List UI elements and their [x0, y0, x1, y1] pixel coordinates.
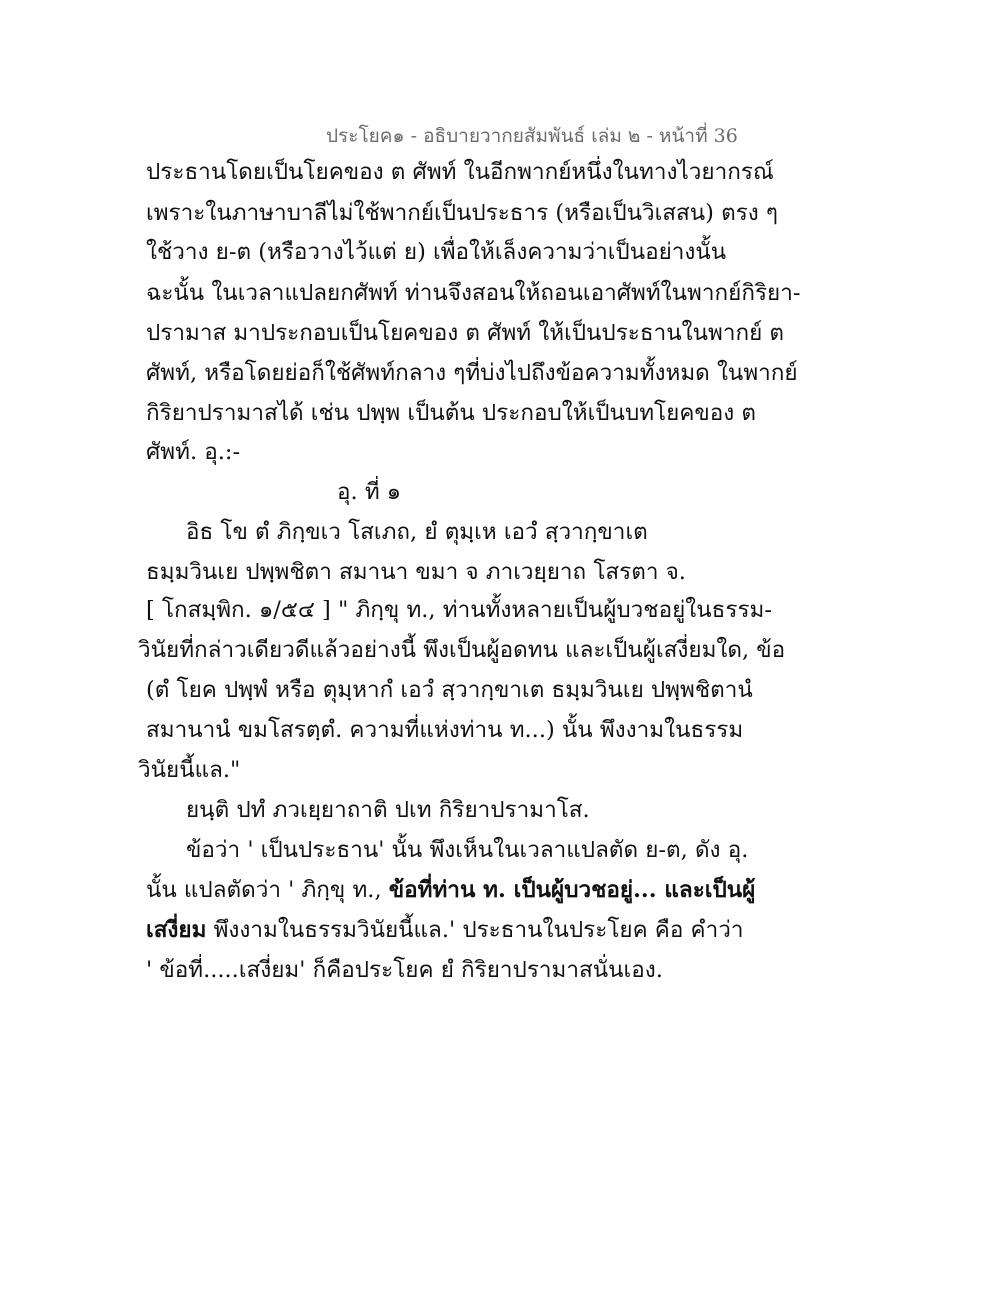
text-line: สมานานํ ขมโสรตฺตํ. ความที่แห่งท่าน ท...) นั้น พึงงามในธรรม: [146, 717, 744, 743]
text-line: [ โกสมฺพิก. ๑/๕๔ ] " ภิกฺขุ ท., ท่านทั้งหลายเป็นผู้บวชอยู่ในธรรม-: [146, 597, 772, 623]
pali-line: อิธ โข ตํ ภิกฺขเว โสเภถ, ยํ ตุมฺเห เอวํ สฺวากฺขาเต: [186, 519, 648, 545]
text-line: [146, 914, 743, 946]
text-line: [146, 874, 755, 906]
text-line: ปรามาส มาประกอบเป็นโยคของ ต ศัพท์ ให้เป็นประธานในพากย์ ต: [146, 320, 785, 346]
text-line: ข้อว่า ' เป็นประธาน' นั้น พึงเห็นในเวลาแปลตัด ย-ต, ดัง อุ.: [186, 837, 749, 863]
bold-text: ข้อที่ท่าน ท. เป็นผู้บวชอยู่... และเป็นผู้: [388, 877, 756, 903]
text-line: วินัยที่กล่าวเดียวดีแล้วอย่างนี้ พึงเป็นผู้อดทน และเป็นผู้เสงี่ยมใด, ข้อ: [138, 637, 786, 663]
text-line: ' ข้อที่.....เสงี่ยม' ก็คือประโยค ยํ กิริยาปรามาสนั่นเอง.: [146, 957, 663, 983]
pali-line: ธมฺมวินเย ปพฺพชิตา สมานา ขมา จ ภาเวยฺยาถ โสรตา จ.: [146, 559, 686, 585]
text-line: กิริยาปรามาสได้ เช่น ปพฺพ เป็นต้น ประกอบให้เป็นบทโยคของ ต: [146, 400, 757, 426]
text-line: เพราะในภาษาบาลีไม่ใช้พากย์เป็นประธาร (หรือเป็นวิเสสน) ตรง ๆ: [146, 200, 778, 226]
example-heading: อุ. ที่ ๑: [337, 479, 402, 505]
text-line: ศัพท์, หรือโดยย่อก็ใช้ศัพท์กลาง ๆที่บ่งไปถึงข้อความทั้งหมด ในพากย์: [146, 360, 798, 386]
text-line: ฉะนั้น ในเวลาแปลยกศัพท์ ท่านจึงสอนให้ถอนเอาศัพท์ในพากย์กิริยา-: [146, 280, 801, 306]
text-line: ประธานโดยเป็นโยคของ ต ศัพท์ ในอีกพากย์หนึ่งในทางไวยากรณ์: [146, 159, 774, 185]
pali-line: ยนฺติ ปทํ ภวเยฺยาถาติ ปเท กิริยาปรามาโส.: [186, 797, 590, 823]
text-line: วินัยนี้แล.": [138, 757, 241, 783]
text-line: ศัพท์. อุ.:-: [146, 439, 241, 465]
text-line: (ตํ โยค ปพฺพํ หรือ ตุมฺหากํ เอวํ สฺวากฺขาเต ธมฺมวินเย ปพฺพชิตานํ: [146, 677, 753, 703]
bold-text: เสงี่ยม: [146, 917, 207, 943]
text-span: นั้น แปลตัดว่า ' ภิกฺขุ ท.,: [146, 877, 389, 903]
text-line: ใช้วาง ย-ต (หรือวางไว้แต่ ย) เพื่อให้เล็งความว่าเป็นอย่างนั้น: [146, 239, 727, 265]
running-head: ประโยค๑ - อธิบายวากยสัมพันธ์ เล่ม ๒ - หน้าที่ 36: [326, 125, 738, 147]
text-span: พึงงามในธรรมวินัยนี้แล.' ประธานในประโยค คือ คำว่า: [206, 917, 744, 943]
